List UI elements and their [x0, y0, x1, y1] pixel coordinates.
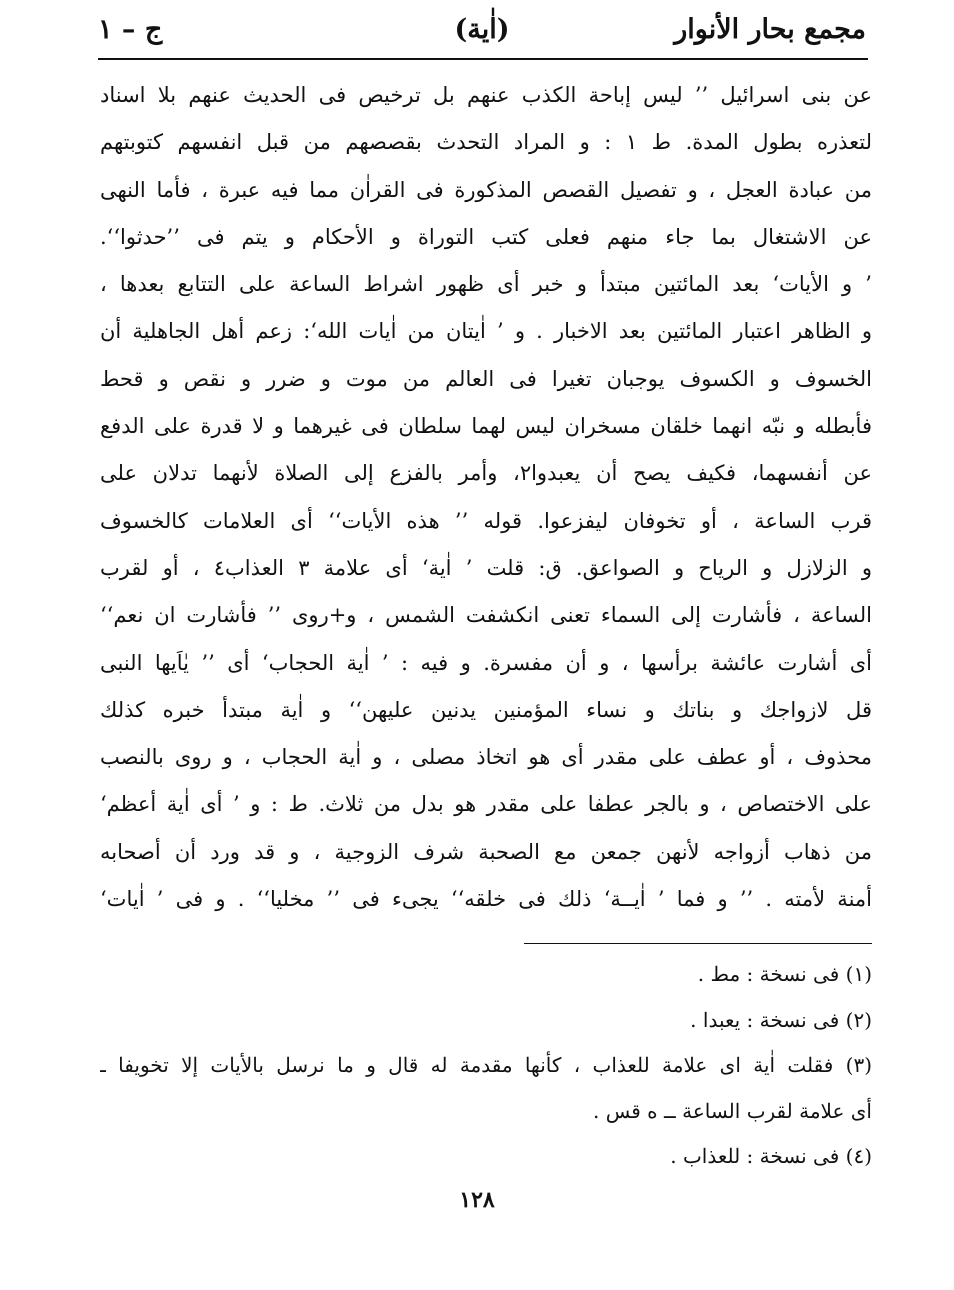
footnotes	[100, 952, 872, 1180]
text-line: و الظاهر اعتبار المائتين بعد الاخبار . و ’ اٰيتان من اٰيات الله‘: زعم أهل الجاهلية أن	[100, 319, 872, 344]
text-line: عن أنفسهما، فكيف يصح أن يعبدوا٢، وأمر بالفزع إلى الصلاة لأنهما تدلان على	[100, 461, 872, 486]
text-line: من ذهاب أزواجه لأنهن جمعن مع الصحبة شرف الزوجية ، و قد ورد أن أصحابه	[100, 839, 872, 864]
text-line: قرب الساعة ، أو تخوفان ليفزعوا. قوله ’’ هذه الأيات‘‘ أى العلامات كالخسوف	[100, 508, 872, 533]
running-header	[98, 8, 866, 52]
text-line: و الزلازل و الرياح و الصواعق. ق: قلت ’ اٰية‘ أى علامة ٣ العذاب٤ ، أو لقرب	[100, 555, 872, 580]
text-line: ’ و الأيات‘ بعد المائتين مبتدأ و خبر أى ظهور اشراط الساعة على التتابع بعدها ،	[100, 272, 872, 297]
section-title: (اٰية)	[454, 14, 510, 45]
text-line: الساعة ، فأشارت إلى السماء تعنى انكشفت الشمس ، و+روى ’’ فأشارت ان نعم‘‘	[100, 603, 872, 628]
footnote-4: (٤) فى نسخة : للعذاب .	[670, 1144, 872, 1168]
text-line: محذوف ، أو عطف على مقدر أى هو اتخاذ مصلى ، و اٰية الحجاب ، و روى بالنصب	[100, 745, 872, 770]
text-line: أى أشارت عائشة برأسها ، و أن مفسرة. و فيه : ’ اٰية الحجاب‘ أى ’’ يٰاَيها النبى	[100, 650, 872, 675]
text-line: أمنة لأمته . ’’ و فما ’ اٰيــة‘ ذلك فى خلقه‘‘ يجىء فى ’’ مخليا‘‘ . و فى ’ اٰيات‘	[100, 887, 872, 912]
page-number: ١٢٨	[459, 1187, 495, 1213]
volume-label: ج – ١	[98, 14, 163, 45]
footnote-3-continued: أى علامة لقرب الساعة ــ ه قس .	[593, 1098, 872, 1123]
text-line: لتعذره بطول المدة. ط ١ : و المراد التحدث بقصصهم من قبل انفسهم كتوبتهم	[100, 130, 872, 155]
text-line: قل لازواجك و بناتك و نساء المؤمنين يدنين عليهن‘‘ و اٰية مبتدأ خبره كذلك	[100, 697, 872, 722]
header-divider	[98, 58, 868, 60]
text-line: عن الاشتغال بما جاء منهم فعلى كتب التوراة و الأحكام و يتم فى ’’حدثوا‘‘.	[100, 224, 872, 249]
book-title: مجمع بحار الأنوار	[674, 14, 866, 45]
text-line: عن بنى اسرائيل ’’ ليس إباحة الكذب عنهم بل ترخيص فى الحديث عنهم بلا اسناد	[100, 83, 872, 107]
footnote-1: (١) فى نسخة : مط .	[697, 962, 872, 986]
text-line: على الاختصاص ، و بالجر عطفا على مقدر هو بدل من ثلاث. ط : و ’ أى اٰية أعظم‘	[100, 792, 872, 817]
main-text	[100, 72, 872, 923]
footnote-2: (٢) فى نسخة : يعبدا .	[690, 1007, 872, 1032]
footnote-3: (٣) فقلت اٰية اى علامة للعذاب ، كأنها مقدمة له قال و ما نرسل بالأيات إلا تخويفا ـ	[100, 1053, 872, 1077]
text-line: فأبطله و نبّه انهما خلقان مسخران ليس لهما سلطان فى غيرهما و لا قدرة على الدفع	[100, 414, 872, 439]
text-line: من عبادة العجل ، و تفصيل القصص المذكورة فى القراٰن مما فيه عبرة ، فأما النهى	[100, 177, 872, 202]
footnote-divider	[524, 943, 872, 944]
text-line: الخسوف و الكسوف يوجبان تغيرا فى العالم من موت و ضرر و نقص و قحط	[100, 366, 872, 391]
